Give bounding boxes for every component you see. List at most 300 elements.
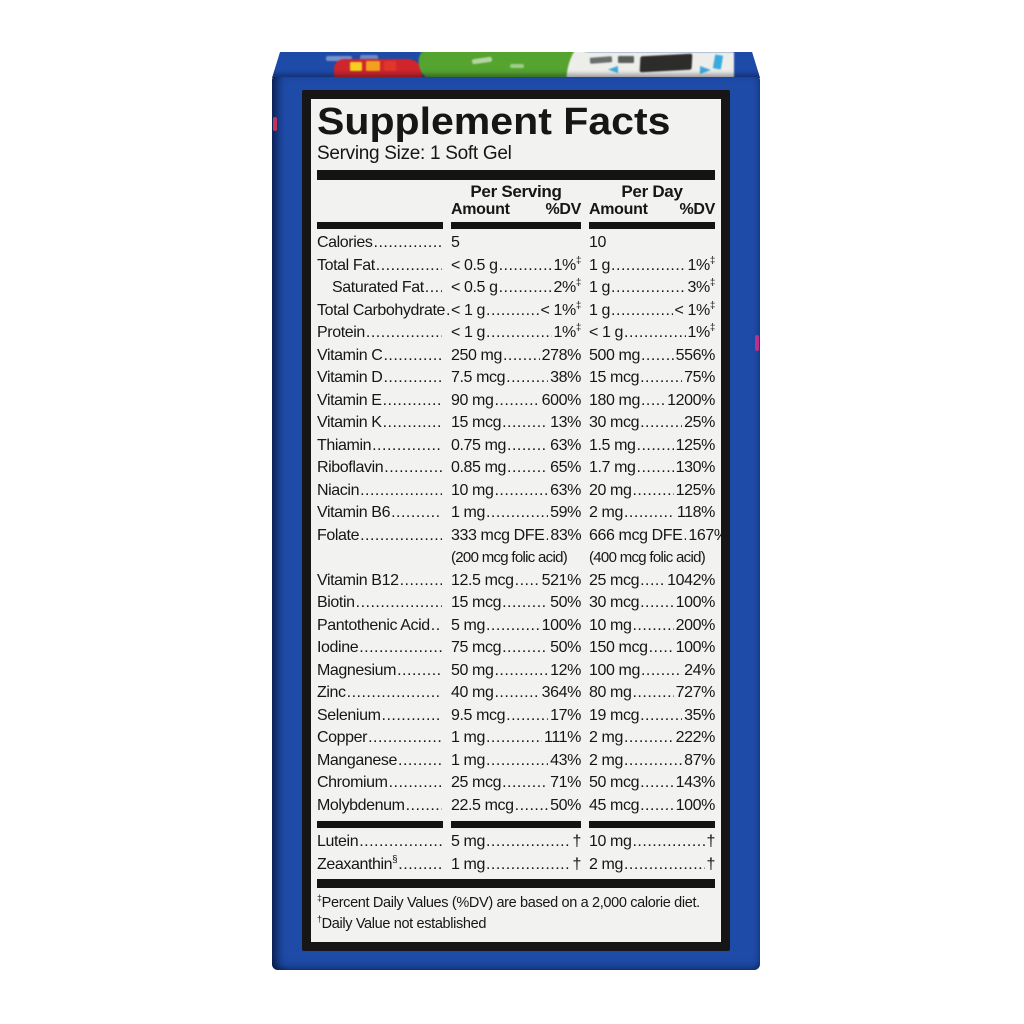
amount-value: 30 mcg — [589, 414, 640, 431]
amount-value: 333 mcg DFE — [451, 526, 545, 544]
nutrient-name: Pantothenic Acid — [317, 616, 430, 634]
per-serving-cell — [451, 570, 581, 593]
dv-value: 17% — [550, 706, 581, 724]
dot-leader — [632, 682, 673, 705]
amount-value: 75 mcg — [451, 639, 502, 656]
dv-value: 100% — [675, 639, 715, 656]
per-serving-cell — [451, 232, 581, 255]
serving-size: Serving Size: 1 Soft Gel — [317, 143, 512, 164]
table-row — [317, 854, 715, 877]
per-serving-cell — [451, 322, 581, 345]
nutrient-name: Vitamin E — [317, 391, 382, 409]
nutrient-name: Zeaxanthin§ — [317, 854, 398, 873]
amount-value: 80 mg — [589, 684, 632, 701]
per-serving-cell — [451, 615, 581, 638]
per-day-cell — [589, 277, 715, 300]
nutrient-name: Thiamin — [317, 436, 372, 454]
dv-value: 143% — [675, 774, 715, 791]
dv-value: 1200% — [667, 391, 715, 409]
per-serving-cell — [451, 435, 581, 458]
dot-leader — [624, 727, 674, 750]
amount-value: < 1 g — [451, 301, 486, 319]
nutrient-name: Biotin — [317, 594, 355, 611]
amount-value: 2 mg — [589, 751, 623, 769]
dot-leader — [649, 637, 674, 660]
table-row — [317, 435, 715, 458]
dot-leader — [624, 322, 686, 345]
print-artifact — [273, 117, 277, 131]
per-serving-cell — [451, 412, 581, 435]
dot-leader — [640, 705, 682, 728]
nutrient-name: Saturated Fat — [332, 279, 424, 296]
per-day-cell — [589, 772, 715, 795]
amount-value: 25 mcg — [589, 571, 640, 589]
amount-value: 12.5 mcg — [451, 571, 514, 589]
amount-value: 9.5 mcg — [451, 706, 506, 724]
footnote-mark: ‡ — [317, 893, 322, 904]
dot-leader — [400, 570, 442, 593]
dv-value: † — [706, 855, 715, 873]
per-day-cell — [589, 795, 715, 818]
nutrient-name-cell — [317, 772, 443, 795]
dot-leader — [611, 255, 686, 278]
per-day-cell — [589, 480, 715, 503]
dv-value: 1%‡ — [687, 255, 715, 274]
dot-leader — [640, 412, 682, 435]
per-serving-cell — [451, 480, 581, 503]
amount-value: 1.7 mg — [589, 459, 636, 476]
nutrient-name: Total Fat — [317, 256, 375, 274]
per-day-cell — [589, 412, 715, 435]
amount-value: 100 mg — [589, 661, 640, 679]
per-day-cell — [589, 232, 715, 255]
amount-value: 666 mcg DFE — [589, 526, 683, 544]
amount-header: Amount — [451, 201, 510, 218]
box-front-panel — [272, 77, 760, 970]
dv-footnote-mark: ‡ — [575, 322, 581, 334]
per-day-cell — [589, 831, 715, 854]
dot-leader — [640, 772, 674, 795]
dot-leader — [391, 502, 442, 525]
dot-leader — [641, 345, 674, 368]
dv-value: 87% — [684, 751, 715, 769]
dv-value: 25% — [684, 414, 715, 431]
dv-value: 2%‡ — [553, 277, 581, 296]
amount-value: 40 mg — [451, 684, 494, 701]
nutrient-name-cell — [317, 854, 443, 877]
dv-footnote-mark: ‡ — [709, 322, 715, 334]
dot-leader — [359, 831, 442, 854]
footnote-dagger: †Daily Value not established — [317, 913, 487, 932]
nutrient-name: Selenium — [317, 706, 381, 724]
table-row — [317, 592, 715, 615]
dv-value: 50% — [550, 594, 581, 611]
dv-value: 167% — [688, 526, 728, 544]
per-day-cell — [589, 322, 715, 345]
nutrient-name-cell — [317, 480, 443, 503]
dv-value: 556% — [675, 346, 715, 364]
dot-leader — [545, 525, 548, 548]
nutrient-name: Vitamin K — [317, 414, 382, 431]
nutrient-name-cell — [317, 660, 443, 683]
footnotes — [317, 893, 715, 934]
per-day-cell — [589, 502, 715, 525]
nutrient-name-cell — [317, 615, 443, 638]
dot-leader — [515, 570, 540, 593]
nutrient-name-cell — [317, 390, 443, 413]
amount-value: 10 — [589, 234, 606, 251]
per-serving-cell — [451, 750, 581, 773]
dv-value: 43% — [550, 751, 581, 769]
per-serving-cell — [451, 345, 581, 368]
table-row-note — [317, 547, 715, 570]
dv-value: 125% — [675, 436, 715, 454]
dot-leader — [360, 480, 442, 503]
dot-leader — [502, 592, 548, 615]
per-serving-cell — [451, 682, 581, 705]
per-day-cell — [589, 750, 715, 773]
dot-leader — [383, 412, 442, 435]
amount-value: 30 mcg — [589, 594, 640, 611]
dot-leader — [486, 322, 552, 345]
nutrient-name-cell — [317, 637, 443, 660]
dv-value: 13% — [550, 414, 581, 431]
amount-value: 10 mg — [451, 481, 494, 499]
amount-value: 1 g — [589, 279, 611, 296]
dv-value: 1%‡ — [553, 255, 581, 274]
dv-value: < 1%‡ — [540, 300, 581, 319]
dot-leader — [398, 750, 442, 773]
panel-title: Supplement Facts — [317, 101, 671, 143]
nutrient-name-cell — [317, 705, 443, 728]
nutrient-name: Iodine — [317, 639, 359, 656]
divider-bar — [317, 222, 443, 229]
amount-value: 1 mg — [451, 855, 485, 873]
dot-leader — [507, 435, 548, 458]
divider-bar — [317, 879, 715, 888]
amount-value: 150 mcg — [589, 639, 648, 656]
dot-leader — [637, 435, 674, 458]
dot-leader — [372, 435, 442, 458]
name-column-spacer — [317, 183, 443, 218]
dv-value: 111% — [544, 729, 581, 746]
dot-leader — [486, 750, 548, 773]
dot-leader — [683, 525, 686, 548]
dot-leader — [494, 390, 539, 413]
nutrient-name: Manganese — [317, 751, 398, 769]
dot-leader — [611, 277, 686, 300]
table-row — [317, 831, 715, 854]
dv-value: 200% — [675, 616, 715, 634]
amount-value: 22.5 mcg — [451, 796, 514, 814]
amount-value: 7.5 mcg — [451, 369, 506, 386]
column-headers — [317, 183, 715, 218]
per-day-cell — [589, 255, 715, 278]
amount-value: 1 mg — [451, 751, 485, 769]
dot-leader — [507, 457, 548, 480]
nutrient-name-cell — [317, 750, 443, 773]
supplement-facts-panel — [302, 90, 730, 951]
amount-value: 5 — [451, 234, 460, 251]
table-row — [317, 390, 715, 413]
per-serving-cell — [451, 592, 581, 615]
per-serving-cell — [451, 390, 581, 413]
dv-header: %DV — [545, 201, 581, 218]
per-serving-cell — [451, 367, 581, 390]
per-day-cell — [589, 525, 728, 548]
per-day-cell — [589, 592, 715, 615]
table-row — [317, 570, 715, 593]
per-day-header — [589, 183, 715, 218]
dot-leader — [486, 831, 571, 854]
dot-leader — [356, 592, 442, 615]
per-serving-cell — [451, 300, 581, 323]
dv-value: 125% — [675, 481, 715, 499]
nutrient-name-cell — [317, 831, 443, 854]
per-serving-cell — [451, 637, 581, 660]
dv-value: 222% — [675, 729, 715, 746]
nutrient-name-cell — [317, 570, 443, 593]
dot-leader — [624, 502, 675, 525]
carotenoid-table — [317, 831, 715, 876]
dv-footnote-mark: ‡ — [709, 300, 715, 312]
nutrient-name-cell — [317, 345, 443, 368]
per-serving-cell — [451, 854, 581, 877]
amount-value: 5 mg — [451, 833, 485, 850]
table-row — [317, 255, 715, 278]
per-day-note: (400 mcg folic acid) — [589, 549, 706, 566]
dot-leader — [502, 637, 548, 660]
dv-value: 364% — [541, 684, 581, 701]
dot-leader — [383, 390, 442, 413]
dv-value: 727% — [675, 684, 715, 701]
nutrient-name-cell — [317, 435, 443, 458]
per-day-cell — [589, 682, 715, 705]
dot-leader — [640, 795, 674, 818]
table-row — [317, 795, 715, 818]
dot-leader — [641, 660, 682, 683]
dv-value: 65% — [550, 459, 581, 476]
per-day-cell — [589, 345, 715, 368]
amount-value: 90 mg — [451, 391, 494, 409]
nutrient-name: Molybdenum — [317, 796, 405, 814]
dv-value: 3%‡ — [687, 277, 715, 296]
nutrient-name: Copper — [317, 729, 368, 746]
table-row — [317, 232, 715, 255]
nutrient-name: Vitamin B6 — [317, 504, 391, 521]
dot-leader — [637, 457, 674, 480]
dot-leader — [366, 322, 442, 345]
amount-value: 2 mg — [589, 855, 623, 873]
per-serving-cell — [451, 660, 581, 683]
amount-value: 45 mcg — [589, 796, 640, 814]
dot-leader — [374, 232, 443, 255]
dot-leader — [611, 300, 673, 323]
dv-value: 278% — [541, 346, 581, 364]
amount-value: 180 mg — [589, 391, 640, 409]
table-row — [317, 750, 715, 773]
per-day-cell — [589, 854, 715, 877]
table-row — [317, 345, 715, 368]
per-day-cell — [589, 705, 715, 728]
dot-leader — [446, 300, 449, 323]
dot-leader — [425, 277, 442, 300]
dv-header: %DV — [679, 201, 715, 218]
nutrient-name: Lutein — [317, 833, 359, 850]
nutrient-name-cell — [317, 367, 443, 390]
nutrient-name-cell — [317, 682, 443, 705]
per-serving-cell — [451, 525, 581, 548]
amount-value: 0.75 mg — [451, 436, 507, 454]
nutrient-name: Vitamin B12 — [317, 571, 399, 589]
divider-bar — [317, 170, 715, 180]
nutrient-name-cell — [317, 592, 443, 615]
dv-value: 1%‡ — [553, 322, 581, 341]
dv-footnote-mark: ‡ — [709, 255, 715, 267]
nutrient-name: Magnesium — [317, 661, 397, 679]
amount-value: 2 mg — [589, 729, 623, 746]
table-row — [317, 480, 715, 503]
amount-value: 5 mg — [451, 616, 485, 634]
per-serving-cell — [451, 727, 581, 750]
amount-value: 1 g — [589, 256, 611, 274]
amount-value: 0.85 mg — [451, 459, 507, 476]
nutrient-name-cell — [317, 277, 443, 300]
per-day-title: Per Day — [621, 182, 683, 201]
per-serving-cell — [451, 772, 581, 795]
table-row — [317, 367, 715, 390]
dv-value: 75% — [684, 369, 715, 386]
per-serving-title: Per Serving — [470, 182, 562, 201]
per-day-cell — [589, 570, 715, 593]
dot-leader — [499, 277, 552, 300]
column-divider-bars — [317, 821, 715, 828]
per-day-cell — [589, 637, 715, 660]
nutrient-name: Niacin — [317, 481, 360, 499]
nutrient-name-cell — [317, 457, 443, 480]
per-day-cell — [589, 390, 715, 413]
dot-leader — [503, 345, 540, 368]
dv-value: 63% — [550, 481, 581, 499]
box-top-shading — [272, 52, 760, 78]
divider-bar — [317, 821, 443, 828]
amount-value: < 0.5 g — [451, 279, 498, 296]
dv-value: 130% — [675, 459, 715, 476]
dv-footnote-mark: ‡ — [575, 255, 581, 267]
nutrient-name: Chromium — [317, 774, 388, 791]
dv-value: † — [572, 833, 581, 850]
dot-leader — [624, 750, 682, 773]
nutrient-name: Total Carbohydrate — [317, 301, 445, 319]
divider-bar — [451, 821, 581, 828]
dot-leader — [431, 615, 442, 638]
dv-value: 521% — [541, 571, 581, 589]
dot-leader — [384, 457, 442, 480]
dot-leader — [486, 727, 542, 750]
table-row — [317, 412, 715, 435]
dv-footnote-mark: ‡ — [575, 300, 581, 312]
dot-leader — [382, 705, 442, 728]
table-row — [317, 682, 715, 705]
dot-leader — [389, 772, 442, 795]
amount-value: 25 mcg — [451, 774, 502, 791]
print-artifact — [755, 335, 759, 351]
divider-bar — [451, 222, 581, 229]
per-serving-cell — [451, 831, 581, 854]
table-row — [317, 615, 715, 638]
dv-value: 35% — [684, 706, 715, 724]
per-day-cell — [589, 457, 715, 480]
amount-value: 1.5 mg — [589, 436, 636, 454]
box-top-artwork — [272, 52, 760, 78]
nutrient-name: Vitamin C — [317, 346, 383, 364]
amount-value: 1 mg — [451, 729, 485, 746]
dot-leader — [506, 705, 548, 728]
dv-value: 50% — [550, 796, 581, 814]
amount-value: 2 mg — [589, 504, 623, 521]
nutrient-name-cell — [317, 795, 443, 818]
nutrient-name-cell — [317, 300, 443, 323]
dot-leader — [640, 367, 682, 390]
dv-value: 100% — [675, 796, 715, 814]
amount-value: 50 mg — [451, 661, 494, 679]
column-divider-bars — [317, 222, 715, 229]
divider-bar — [589, 222, 715, 229]
dv-value: 59% — [550, 504, 581, 521]
amount-value: 15 mcg — [589, 369, 640, 386]
per-serving-cell — [451, 502, 581, 525]
per-serving-cell — [451, 705, 581, 728]
dot-leader — [406, 795, 442, 818]
per-day-cell — [589, 367, 715, 390]
amount-value: 10 mg — [589, 616, 632, 634]
dot-leader — [397, 660, 442, 683]
name-footnote-mark: § — [392, 854, 398, 866]
dv-value: 100% — [541, 616, 581, 634]
amount-header: Amount — [589, 201, 648, 218]
nutrient-name: Riboflavin — [317, 459, 384, 476]
dot-leader — [641, 390, 665, 413]
nutrient-name-cell — [317, 525, 443, 548]
dot-leader — [515, 795, 549, 818]
dot-leader — [486, 300, 539, 323]
nutrient-name-cell — [317, 322, 443, 345]
table-row — [317, 457, 715, 480]
per-day-cell — [589, 435, 715, 458]
per-day-cell — [589, 300, 715, 323]
dv-value: 1042% — [667, 571, 715, 589]
per-serving-cell — [451, 255, 581, 278]
amount-value: 1 mg — [451, 504, 485, 521]
amount-value: 250 mg — [451, 346, 502, 364]
footnote-mark: † — [317, 913, 322, 924]
dot-leader — [347, 682, 442, 705]
amount-value: < 1 g — [451, 324, 486, 341]
dot-leader — [494, 480, 548, 503]
table-row — [317, 300, 715, 323]
dot-leader — [502, 772, 548, 795]
dot-leader — [383, 345, 442, 368]
nutrient-name: Zinc — [317, 684, 346, 701]
dot-leader — [499, 255, 552, 278]
dv-value: 71% — [550, 774, 581, 791]
per-serving-cell — [451, 277, 581, 300]
amount-value: 15 mcg — [451, 594, 502, 611]
dot-leader — [632, 831, 704, 854]
nutrient-name: Protein — [317, 324, 365, 341]
amount-value: 1 g — [589, 301, 611, 319]
dot-leader — [486, 615, 540, 638]
